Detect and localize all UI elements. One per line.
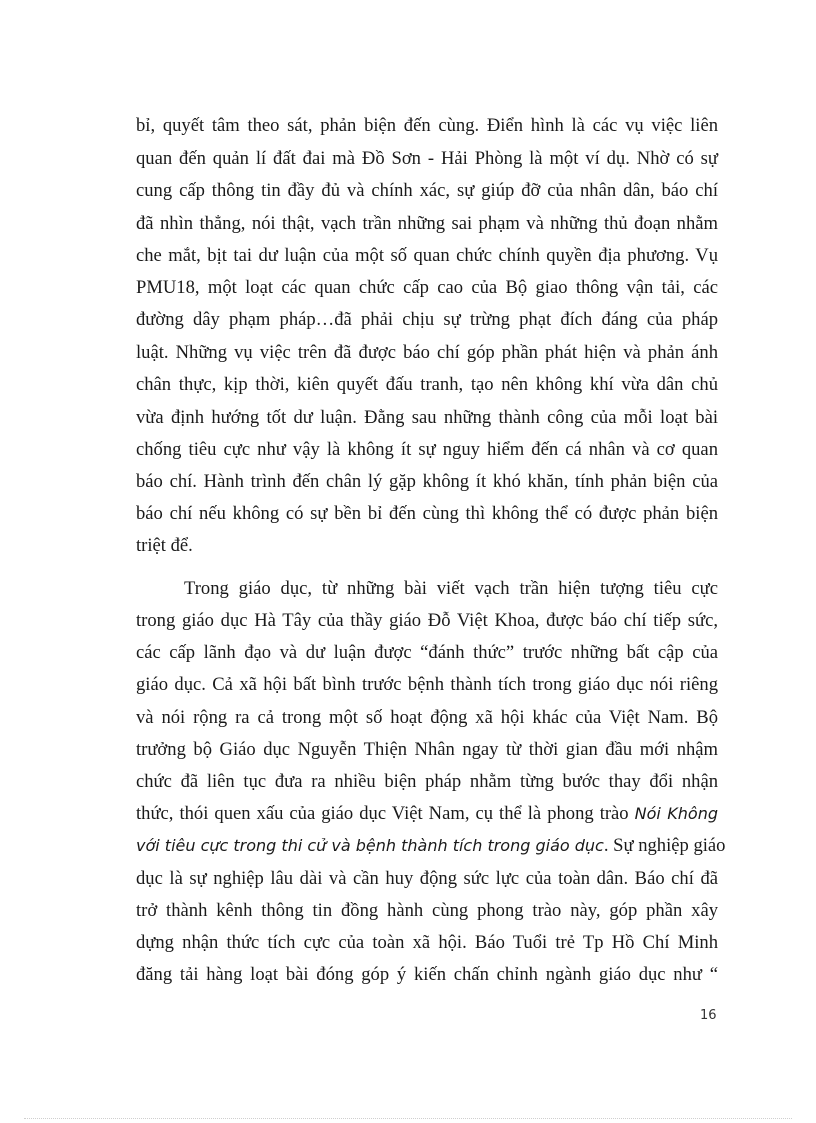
p2-line-8-italic: Nói Không (634, 804, 718, 823)
p1-line-3: cung cấp thông tin đầy đủ và chính xác, sự giúp đỡ của nhân dân, báo chí (136, 180, 718, 201)
p1-line-1: bỉ, quyết tâm theo sát, phản biện đến cùng. Điển hình là các vụ việc liên (136, 115, 718, 136)
p2-line-10: dục là sự nghiệp lâu dài và cần huy động sức lực của toàn dân. Báo chí đã (136, 868, 718, 889)
p2-line-7: chức đã liên tục đưa ra nhiều biện pháp nhằm từng bước thay đổi nhận (136, 771, 718, 792)
p1-line-6: PMU18, một loạt các quan chức cấp cao của Bộ giao thông vận tải, các (136, 277, 718, 298)
p2-line-11: trở thành kênh thông tin đồng hành cùng phong trào này, góp phần xây (136, 900, 718, 921)
p1-line-11: chống tiêu cực như vậy là không ít sự nguy hiểm đến cá nhân và cơ quan (136, 439, 718, 460)
p1-line-4: đã nhìn thẳng, nói thật, vạch trần những sai phạm và những thủ đoạn nhằm (136, 213, 718, 234)
p1-line-8: luật. Những vụ việc trên đã được báo chí góp phần phát hiện và phản ánh (136, 342, 718, 363)
p2-line-9-italic: với tiêu cực trong thi cử và bệnh thành tích trong giáo dục (136, 836, 604, 855)
p1-line-2: quan đến quản lí đất đai mà Đồ Sơn - Hải Phòng là một ví dụ. Nhờ có sự (136, 148, 718, 169)
p2-line-8 (136, 799, 718, 829)
p2-line-8-text: thức, thói quen xấu của giáo dục Việt Nam, cụ thể là phong trào (136, 803, 635, 824)
p1-line-9: chân thực, kịp thời, kiên quyết đấu tranh, tạo nên không khí vừa dân chủ (136, 374, 718, 395)
p2-line-9 (136, 831, 726, 861)
p1-line-14: triệt để. (136, 535, 193, 556)
p2-line-13: đăng tải hàng loạt bài đóng góp ý kiến chấn chỉnh ngành giáo dục như “ (136, 964, 718, 985)
p2-line-12: dựng nhận thức tích cực của toàn xã hội. Báo Tuổi trẻ Tp Hồ Chí Minh (136, 932, 718, 953)
p1-line-12: báo chí. Hành trình đến chân lý gặp không ít khó khăn, tính phản biện của (136, 471, 718, 492)
p1-line-5: che mắt, bịt tai dư luận của một số quan chức chính quyền địa phương. Vụ (136, 245, 718, 266)
p2-line-2: trong giáo dục Hà Tây của thầy giáo Đỗ Việt Khoa, được báo chí tiếp sức, (136, 610, 718, 631)
p2-line-4: giáo dục. Cả xã hội bất bình trước bệnh thành tích trong giáo dục nói riêng (136, 674, 718, 695)
p2-line-3: các cấp lãnh đạo và dư luận được “đánh thức” trước những bất cập của (136, 642, 718, 663)
p2-line-9-text: . Sự nghiệp giáo (603, 835, 726, 856)
p2-line-1: Trong giáo dục, từ những bài viết vạch trần hiện tượng tiêu cực (184, 578, 718, 599)
p1-line-7: đường dây phạm pháp…đã phải chịu sự trừng phạt đích đáng của pháp (136, 309, 718, 330)
p1-line-13: báo chí nếu không có sự bền bỉ đến cùng thì không thể có được phản biện (136, 503, 718, 524)
p1-line-10: vừa định hướng tốt dư luận. Đằng sau những thành công của mỗi loạt bài (136, 407, 718, 428)
p2-line-6: trưởng bộ Giáo dục Nguyễn Thiện Nhân ngay từ thời gian đầu mới nhậm (136, 739, 718, 760)
p2-line-5: và nói rộng ra cả trong một số hoạt động xã hội khác của Việt Nam. Bộ (136, 707, 718, 728)
page-number: 16 (700, 1008, 717, 1023)
page-bottom-divider (24, 1118, 792, 1119)
